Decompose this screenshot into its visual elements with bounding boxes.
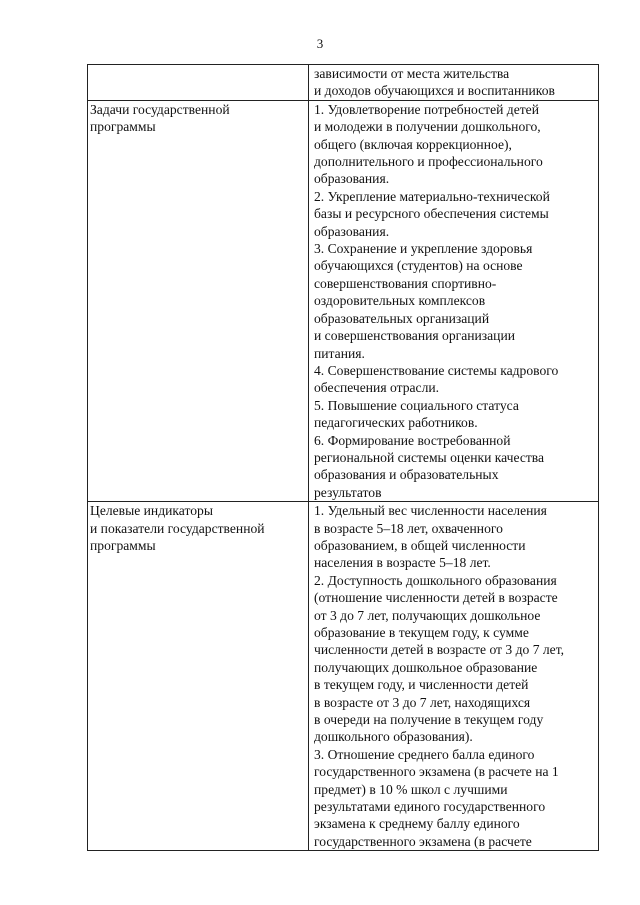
text-line: образования. [314,223,390,239]
text-line: в очереди на получение в текущем году [314,712,544,728]
row-label-cell [88,65,309,101]
text-line: совершенствования спортивно- [314,275,497,291]
row-label-cell [88,502,309,851]
text-line: получающих дошкольное образование [314,659,538,675]
text-line: численности детей в возрасте от 3 до 7 лет, [314,642,565,658]
table-row-continuation [88,65,599,101]
row-label-line: Целевые индикаторы [90,503,213,519]
row-content-cell [309,65,599,101]
text-line: 1. Удельный вес численности населения [314,503,547,519]
text-line: 4. Совершенствование системы кадрового [314,362,559,378]
page-number: 3 [316,36,324,51]
text-line: и совершенствования организации [314,328,515,344]
text-line: результатами единого государственного [314,799,546,815]
row-label-line: Задачи государственной [90,101,230,117]
row-label-cell [88,100,309,501]
text-line: в возрасте 5–18 лет, охваченного [314,520,503,536]
table-row-tasks [88,100,599,501]
text-line: 6. Формирование востребованной [314,432,511,448]
text-line: дошкольного образования). [314,729,473,745]
text-line: образование в текущем году, к сумме [314,625,529,640]
text-line: 1. Удовлетворение потребностей детей [314,101,539,117]
text-line: и молодежи в получении дошкольного, [314,119,541,135]
text-line: образования и образовательных [314,467,499,483]
text-line: образовательных организаций [314,310,490,326]
row-label-line: программы [90,119,156,135]
text-line: обучающихся (студентов) на основе [314,258,523,274]
text-line: базы и ресурсного обеспечения системы [314,206,549,222]
row-content-cell [309,100,599,501]
row-label-line: программы [90,537,156,553]
text-line: образования. [314,171,390,187]
text-line: 3. Отношение среднего балла единого [314,746,535,762]
text-line: региональной системы оценки качества [314,449,545,465]
text-line: государственного экзамена (в расчете [314,833,532,849]
text-line: питания. [314,345,365,361]
text-line: обеспечения отрасли. [314,380,440,396]
text-line: населения в возрасте 5–18 лет. [314,555,491,571]
text-line: зависимости от места жительства [314,66,510,81]
text-line: от 3 до 7 лет, получающих дошкольное [314,607,541,623]
text-line: оздоровительных комплексов [314,293,486,309]
text-line: 2. Укрепление материально-технической [314,188,550,204]
text-line: (отношение численности детей в возрасте [314,590,558,606]
text-line: в возрасте от 3 до 7 лет, находящихся [314,694,531,710]
program-passport-table [87,64,599,851]
text-line: 2. Доступность дошкольного образования [314,572,557,588]
text-line: и доходов обучающихся и воспитанников [314,83,555,99]
text-line: в текущем году, и численности детей [314,677,529,693]
text-line: экзамена к среднему баллу единого [314,816,520,832]
text-line: дополнительного и профессионального [314,154,543,170]
text-line: результатов [314,484,382,500]
text-line: 3. Сохранение и укрепление здоровья [314,241,533,257]
text-line: общего (включая коррекционное), [314,136,512,152]
text-line: образованием, в общей численности [314,537,526,553]
text-line: государственного экзамена (в расчете на 1 [314,764,559,780]
row-content-cell [309,502,599,851]
table-row-indicators [88,502,599,851]
text-line: педагогических работников. [314,415,478,431]
text-line: предмет) в 10 % школ с лучшими [314,781,508,797]
row-label-line: и показатели государственной [90,520,265,536]
text-line: 5. Повышение социального статуса [314,397,519,413]
